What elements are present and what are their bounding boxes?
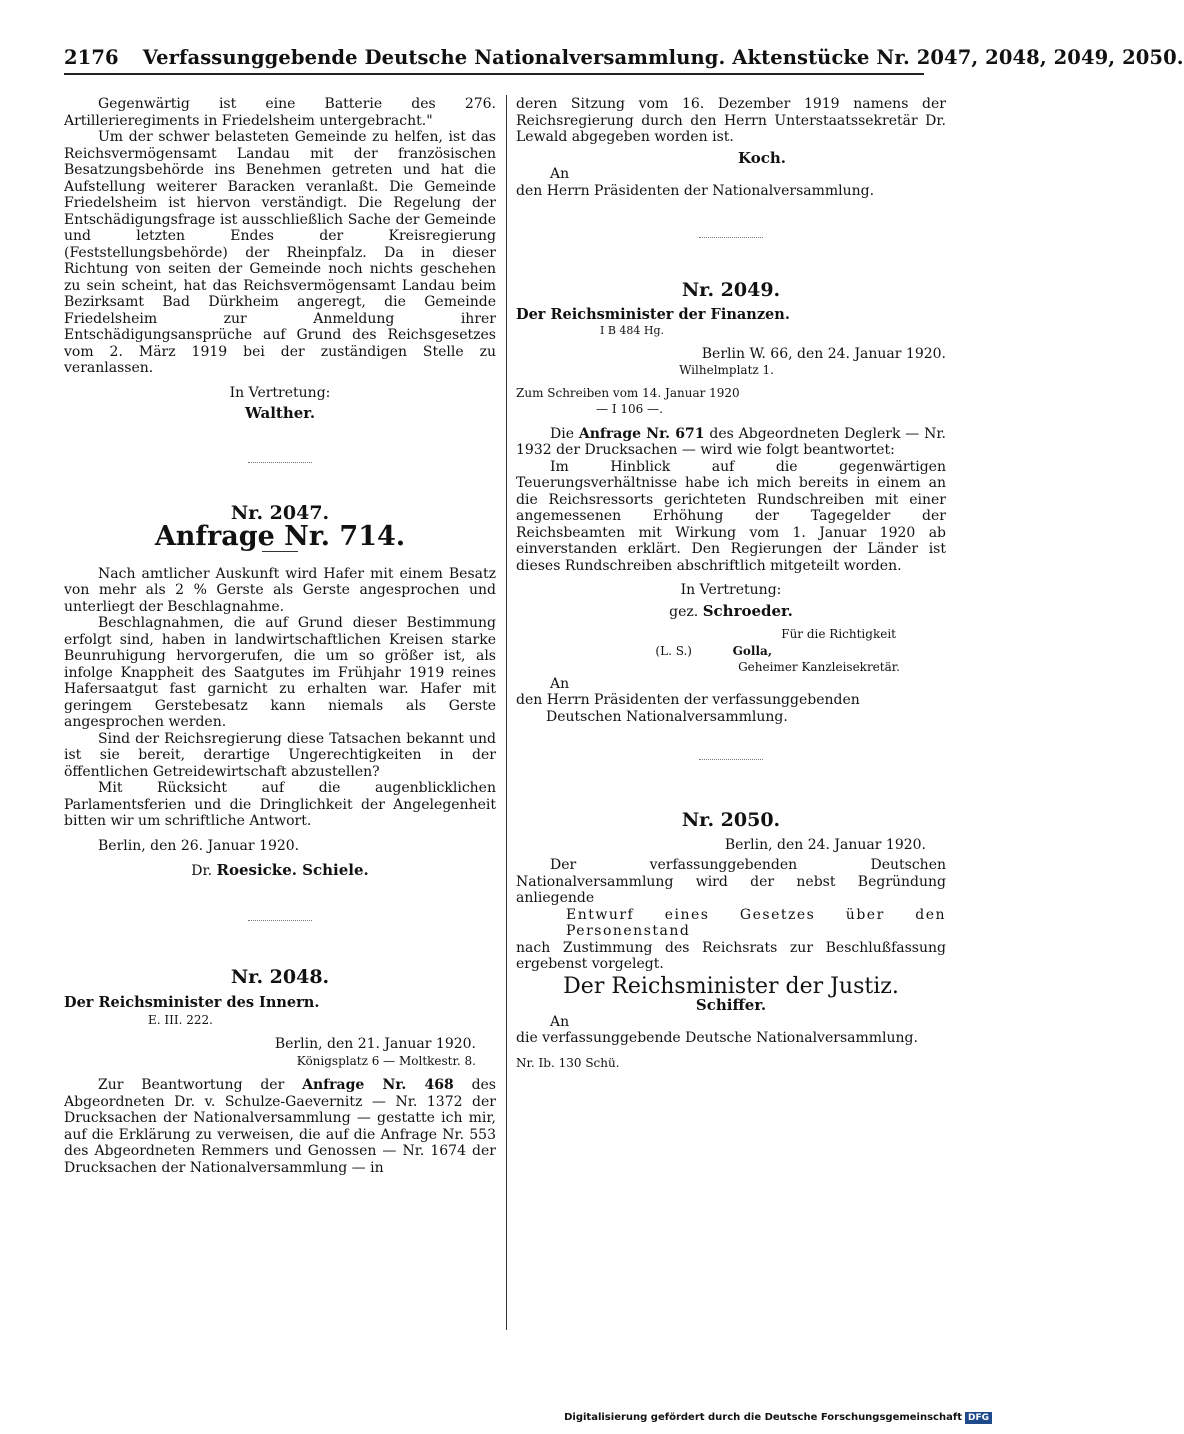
signature-schiffer: Schiffer. <box>695 996 767 1014</box>
anfrage-paragraph-2: Beschlagnahmen, die auf Grund dieser Bestimmung erfolgt sind, haben in landwirtschaftlichen Kreisen starke Beunruhigung hervorgerufen, die um so größer ist, als infolge Knappheit des Saatgutes im Frühjahr 1919 reines Hafersaatgut fast garnicht zu erhalten war. Hafer mit geringem Gerstebesatz kann niemals als Gerste angesprochen werden. <box>64 615 496 730</box>
answer-2049-text-2: des Abgeordneten Deglerk — Nr. 1932 der Drucksachen — wird wie folgt beantwortet: <box>516 425 946 458</box>
addressee-3: die verfassunggebende Deutsche Nationalversammlung. <box>516 1030 918 1046</box>
answer-2049-p2: Im Hinblick auf die gegenwärtigen Teuerungsverhältnisse habe ich mich bereits in einem an die Reichsressorts gerichteten Rundschreiben mit einer angemessenen Erhöhung der Tagegelder der Reichsbeamten mit Wirkung vom 1. Januar 1920 ab einverstanden erklärt. Den Regierungen der Länder ist dieses Rundschreiben abschriftlich mitgeteilt worden. <box>516 458 946 574</box>
fuer-richtigkeit: Für die Richtigkeit <box>781 627 896 641</box>
vertretung-label: In Vertretung: <box>229 384 331 401</box>
heading-nr-2049: Nr. 2049. <box>681 279 781 301</box>
signature-schroeder: Schroeder. <box>702 601 793 620</box>
addressee-2a: den Herrn Präsidenten der verfassunggebenden <box>516 692 860 708</box>
answer-text-1: Zur Beantwortung der <box>98 1077 285 1093</box>
golla-title: Geheimer Kanzleisekretär. <box>738 660 900 674</box>
left-column <box>64 96 496 1176</box>
anfrage-paragraph-4: Mit Rücksicht auf die augenblicklichen Parlamentsferien und die Dringlichkeit der Angelegenheit bitten wir um schriftliche Antwort. <box>64 780 496 829</box>
ref-innern: E. III. 222. <box>148 1012 213 1027</box>
answer-2049-text-1: Die <box>550 425 574 442</box>
submission-paragraph-2: nach Zustimmung des Reichsrats zur Beschlußfassung ergebenst vorgelegt. <box>516 939 946 972</box>
submission-paragraph: Der verfassunggebenden Deutschen Nationalversammlung wird der nebst Begründung anliegende <box>516 857 946 906</box>
sig-prefix: Dr. <box>191 863 213 879</box>
answer-2049-p1 <box>516 426 946 459</box>
date-2049: Berlin W. 66, den 24. Januar 1920. <box>701 345 946 362</box>
page-title: Verfassunggebende Deutsche Nationalversammlung. Aktenstücke Nr. 2047, 2048, 2049, 2050. <box>142 46 1184 69</box>
signature-koch: Koch. <box>738 148 786 167</box>
anfrage-date: Berlin, den 26. Januar 1920. <box>98 837 300 854</box>
addressee-2b: Deutschen Nationalversammlung. <box>546 708 788 725</box>
anfrage-671-ref: Anfrage Nr. 671 <box>578 425 705 442</box>
signature-schroeder-line <box>516 603 946 621</box>
heading-nr-2047: Nr. 2047. <box>230 501 330 524</box>
answer-2048-continued: deren Sitzung vom 16. Dezember 1919 namens der Reichsregierung durch den Herrn Unterstaatssekretär Dr. Lewald abgegeben worden ist. <box>516 96 946 145</box>
minister-innern: Der Reichsminister des Innern. <box>64 994 320 1011</box>
an-label-2: An <box>550 675 570 692</box>
signature-golla: Golla, <box>732 643 772 658</box>
addressee-1: den Herrn Präsidenten der Nationalversammlung. <box>516 182 875 199</box>
entwurf-title: Entwurf eines Gesetzes über den Personenstand <box>566 906 946 939</box>
ref-schreiben: Zum Schreiben vom 14. Januar 1920 <box>516 385 740 400</box>
right-column <box>516 96 946 1071</box>
dfg-logo: DFG <box>965 1412 992 1424</box>
answer-text-2: des Abgeordneten Dr. v. Schulze-Gaevernitz — Nr. 1372 der Drucksachen der Nationalversammlung — gestatte ich mir, auf die Erklärung zu verweisen, die auf die Anfrage Nr. 553 des Abgeordneten Remmers und Genossen — Nr. 1674 der Drucksachen der Nationalversammlung — in <box>64 1077 496 1176</box>
heading-nr-2050: Nr. 2050. <box>681 809 781 831</box>
an-label-3: An <box>550 1013 570 1030</box>
continuation-paragraph-1: Gegenwärtig ist eine Batterie des 276. Artillerieregiments in Friedelsheim untergebracht." <box>64 96 496 129</box>
an-label-1: An <box>550 166 570 182</box>
minister-finanzen: Der Reichsminister der Finanzen. <box>516 305 790 323</box>
answer-2048 <box>64 1077 496 1176</box>
date-2048: Berlin, den 21. Januar 1920. <box>274 1036 476 1052</box>
footer-credit <box>564 1412 992 1424</box>
page-header <box>64 46 1184 75</box>
ref-schreiben-2: — I 106 —. <box>596 402 663 416</box>
anfrage-paragraph-3: Sind der Reichsregierung diese Tatsachen bekannt und ist sie bereit, derartige Ungerechtigkeiten in der öffentlichen Getreidewirtschaft abzustellen? <box>64 730 496 780</box>
ls-golla-line <box>516 643 946 660</box>
address-2048: Königsplatz 6 — Moltkestr. 8. <box>296 1053 476 1068</box>
anfrage-468-ref: Anfrage Nr. 468 <box>302 1077 454 1093</box>
address-2049: Wilhelmplatz 1. <box>679 363 774 377</box>
heading-nr-2048: Nr. 2048. <box>230 965 330 988</box>
footer-text: Digitalisierung gefördert durch die Deutsche Forschungsgemeinschaft <box>564 1412 962 1423</box>
page-number: 2176 <box>64 46 119 69</box>
minister-justiz: Der Reichsminister der Justiz. <box>563 973 899 999</box>
column-divider <box>506 95 507 1330</box>
sig-names: Roesicke. Schiele. <box>216 861 369 879</box>
heading-anfrage-714: Anfrage Nr. 714. <box>154 521 406 552</box>
anfrage-signatures <box>64 862 496 880</box>
ref-finanzen: I B 484 Hg. <box>600 324 665 337</box>
date-2050: Berlin, den 24. Januar 1920. <box>724 836 926 853</box>
seal-ls: (L. S.) <box>655 643 692 658</box>
anfrage-paragraph-1: Nach amtlicher Auskunft wird Hafer mit einem Besatz von mehr als 2 % Gerste als Gerste angesprochen und unterliegt der Beschlagnahme. <box>64 565 496 615</box>
gez-prefix: gez. <box>669 603 699 620</box>
ref-justiz: Nr. Ib. 130 Schü. <box>516 1055 620 1070</box>
vertretung-label-2: In Vertretung: <box>680 582 782 598</box>
continuation-paragraph-2: Um der schwer belasteten Gemeinde zu helfen, ist das Reichsvermögensamt Landau mit der französischen Besatzungsbehörde ins Benehmen getreten und hat die Aufstellung weiterer Baracken veranlaßt. Die Gemeinde Friedelsheim ist hiervon verständigt. Die Regelung der Entschädigungsfrage ist ausschließlich Sache der Gemeinde und letzten Endes der Kreisregierung (Feststellungsbehörde) der Rheinpfalz. Da in dieser Richtung von seiten der Gemeinde noch nichts geschehen zu sein scheint, hat das Reichsvermögensamt Landau beim Bezirksamt Bad Dürkheim angeregt, die Gemeinde Friedelsheim zur Anmeldung ihrer Entschädigungsansprüche auf Grund des Reichsgesetzes vom 2. März 1919 bei der zuständigen Stelle zu veranlassen. <box>64 129 496 376</box>
signature-walther: Walther. <box>244 404 316 422</box>
